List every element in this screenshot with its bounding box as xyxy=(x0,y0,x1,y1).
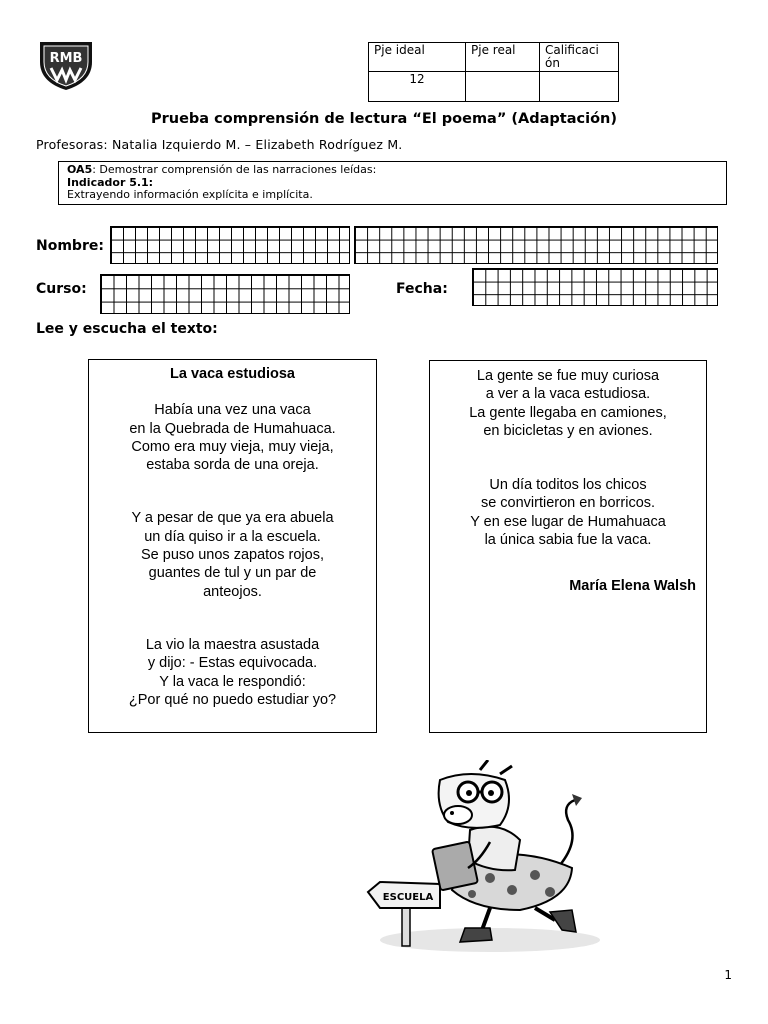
header-ideal-score: Pje ideal xyxy=(369,43,466,72)
poem-line: Un día toditos los chicos xyxy=(489,477,647,494)
poem-line: Y en ese lugar de Humahuaca xyxy=(470,513,666,530)
name-grid-1[interactable] xyxy=(110,226,350,264)
poem-line: un día quiso ir a la escuela. xyxy=(144,528,321,545)
poem-line: ¿Por qué no puedo estudiar yo? xyxy=(128,691,337,708)
page-number: 1 xyxy=(724,968,732,982)
poem-line: La gente llegaba en camiones, xyxy=(469,404,667,421)
header-real-score: Pje real xyxy=(466,43,540,72)
instruction-text: Lee y escucha el texto: xyxy=(36,321,218,337)
poem-box-right xyxy=(429,360,707,733)
stanza-5 xyxy=(430,476,706,549)
poem-line: La gente se fue muy curiosa xyxy=(476,368,660,384)
ideal-score-value: 12 xyxy=(369,72,466,102)
poem-line: Como era muy vieja, muy vieja, xyxy=(131,438,334,455)
poem-author: María Elena Walsh xyxy=(569,578,696,595)
poem-line: se convirtieron en borricos. xyxy=(480,495,656,512)
stanza-3 xyxy=(89,636,376,709)
poem-line: estaba sorda de una oreja. xyxy=(146,457,319,474)
logo-text: RMB xyxy=(49,51,83,66)
poem-line: la única sabia fue la vaca. xyxy=(484,532,652,549)
poem-line: La vio la maestra asustada xyxy=(145,636,320,653)
poem-line: Y a pesar de que ya era abuela xyxy=(131,510,334,527)
stanza-2 xyxy=(89,509,376,600)
header-grade: Calificaci ón xyxy=(540,43,619,72)
poem-box-left xyxy=(88,359,377,733)
poem-line: anteojos. xyxy=(203,583,262,600)
indicator-text: Extrayendo información explícita e implícita. xyxy=(67,188,313,201)
poem-line: en bicicletas y en aviones. xyxy=(483,422,653,439)
name-grid-2[interactable] xyxy=(354,226,718,264)
teachers-line: Profesoras: Natalia Izquierdo M. – Elizabeth Rodríguez M. xyxy=(36,137,403,152)
stanza-4 xyxy=(430,367,706,440)
indicator-label: Indicador 5.1: xyxy=(67,175,154,189)
poem-line: Y la vaca le respondió: xyxy=(159,673,306,690)
oa-text: : Demostrar comprensión de las narraciones leídas: xyxy=(92,163,377,176)
poem-line: Se puso unos zapatos rojos, xyxy=(141,547,324,564)
score-table xyxy=(368,42,619,102)
name-label: Nombre: xyxy=(36,238,104,254)
course-label: Curso: xyxy=(36,281,87,297)
stanza-1 xyxy=(89,401,376,474)
poem-line: guantes de tul y un par de xyxy=(148,565,317,582)
poem-line: y dijo: - Estas equivocada. xyxy=(147,655,318,672)
date-grid[interactable] xyxy=(472,268,718,306)
page-title: Prueba comprensión de lectura “El poema” (Adaptación) xyxy=(150,111,618,127)
poem-line: Había una vez una vaca xyxy=(154,402,311,419)
course-grid[interactable] xyxy=(100,274,350,314)
oa-code: OA5 xyxy=(67,163,93,176)
cow-illustration xyxy=(340,760,640,955)
poem-line: en la Quebrada de Humahuaca. xyxy=(129,420,336,437)
school-logo xyxy=(36,38,96,92)
poem-line: a ver a la vaca estudiosa. xyxy=(485,386,651,403)
poem-title: La vaca estudiosa xyxy=(170,366,295,382)
sign-text: ESCUELA xyxy=(382,892,434,903)
real-score-field[interactable] xyxy=(466,72,540,102)
grade-field[interactable] xyxy=(540,72,619,102)
date-label: Fecha: xyxy=(396,281,448,297)
objective-box xyxy=(58,161,727,205)
